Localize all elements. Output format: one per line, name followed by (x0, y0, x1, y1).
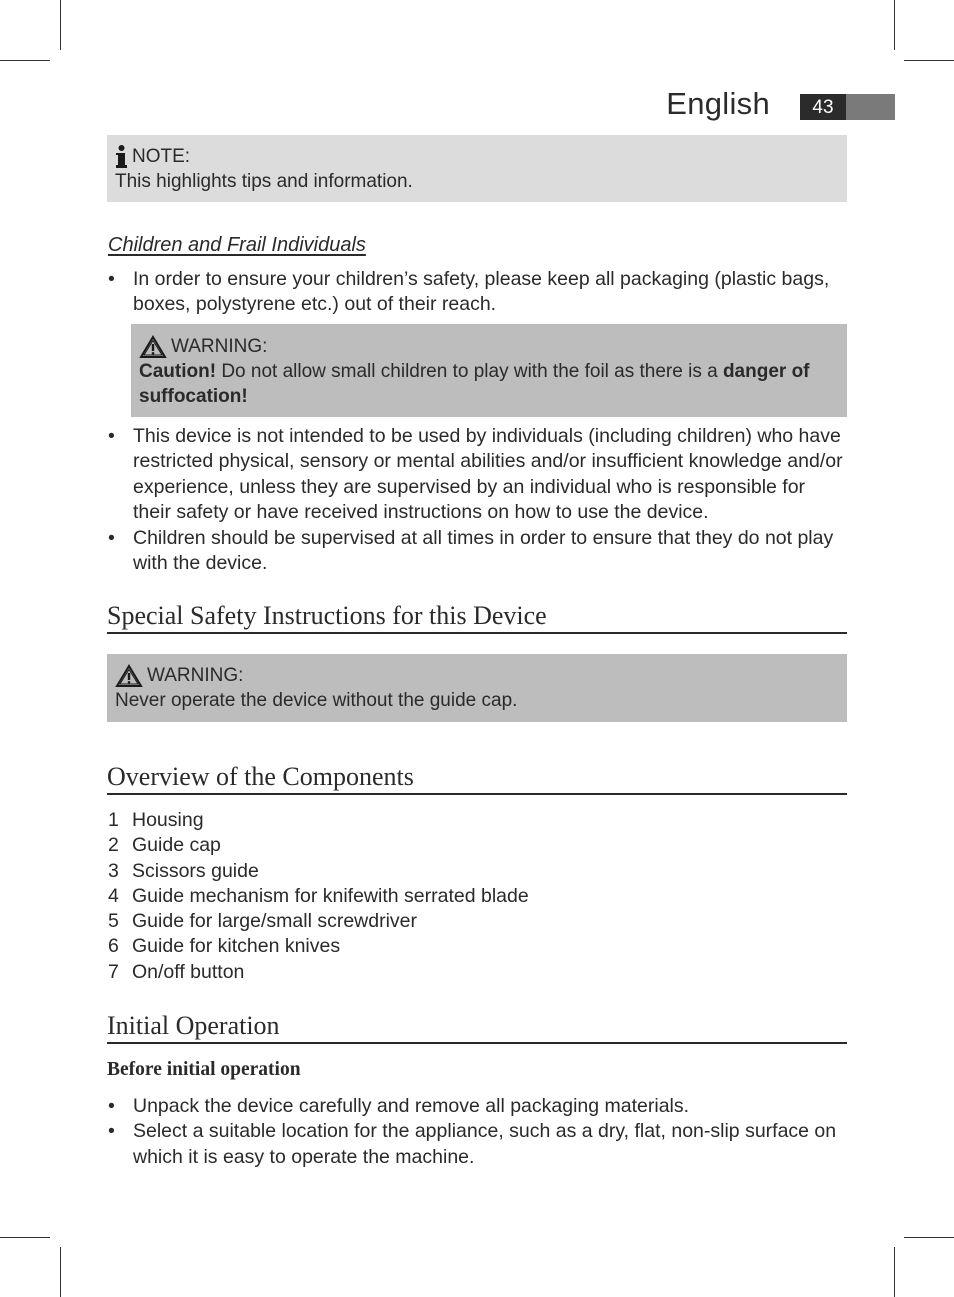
list-item: • In order to ensure your children’s safety, please keep all packaging (plastic bags, boxes, polystyrene etc.) out of their reach. (108, 267, 848, 318)
note-box (107, 135, 847, 202)
special-safety-heading: Special Safety Instructions for this Device (107, 600, 847, 634)
special-warning-box (107, 654, 847, 722)
initial-operation-heading: Initial Operation (107, 1010, 847, 1044)
note-title: NOTE: (132, 146, 191, 167)
crop-mark (60, 1247, 61, 1297)
list-item: • Unpack the device carefully and remove all packaging materials. (108, 1094, 848, 1119)
crop-mark (904, 60, 954, 61)
children-warning-box (131, 324, 847, 417)
crop-mark (60, 0, 61, 50)
list-item: 2 Guide cap (108, 834, 221, 857)
list-item: 4 Guide mechanism for knifewith serrated blade (108, 884, 529, 907)
page-tab (846, 94, 895, 120)
warning-triangle-icon (139, 335, 167, 359)
list-item: 5 Guide for large/small screwdriver (108, 910, 418, 933)
list-item: 1 Housing (108, 809, 204, 831)
crop-mark (894, 1247, 895, 1297)
warning-triangle-icon (115, 664, 143, 688)
crop-mark (894, 0, 895, 50)
list-item: • This device is not intended to be used by individuals (including children) who have restricted physical, sensory or mental abilities and/or insufficient knowledge and/or experience, unless they are supervised by an individual who is responsible for their safety or have received instructions on how to use the device. (108, 424, 848, 526)
crop-mark (0, 1237, 50, 1238)
page-language: English (666, 86, 770, 121)
crop-mark (904, 1237, 954, 1238)
initial-operation-subheading: Before initial operation (107, 1059, 301, 1080)
info-icon (115, 145, 128, 169)
crop-mark (0, 60, 50, 61)
children-bullets-1 (108, 267, 848, 318)
list-item: • Select a suitable location for the appliance, such as a dry, flat, non-slip surface on which it is easy to operate the machine. (108, 1119, 848, 1170)
list-item: 7 On/off button (108, 960, 245, 983)
warning-text: Never operate the device without the guide cap. (115, 690, 518, 711)
components-heading: Overview of the Components (107, 761, 847, 795)
list-item: 6 Guide for kitchen knives (108, 935, 341, 958)
list-item: 3 Scissors guide (108, 859, 259, 882)
warning-title: WARNING: (147, 665, 244, 686)
children-bullets-2 (108, 424, 848, 576)
warning-body: Do not allow small children to play with the foil as there is a (216, 361, 723, 382)
warning-text (139, 359, 839, 409)
list-item: • Children should be supervised at all times in order to ensure that they do not play with the device. (108, 526, 848, 577)
note-text: This highlights tips and information. (115, 171, 413, 192)
initial-operation-bullets (108, 1094, 848, 1170)
page-number: 43 (800, 94, 846, 120)
components-list (108, 808, 529, 985)
danger-label: danger of suffocation! (139, 361, 810, 407)
warning-title: WARNING: (171, 336, 268, 357)
caution-label: Caution! (139, 361, 217, 382)
children-heading: Children and Frail Individuals (108, 234, 366, 256)
